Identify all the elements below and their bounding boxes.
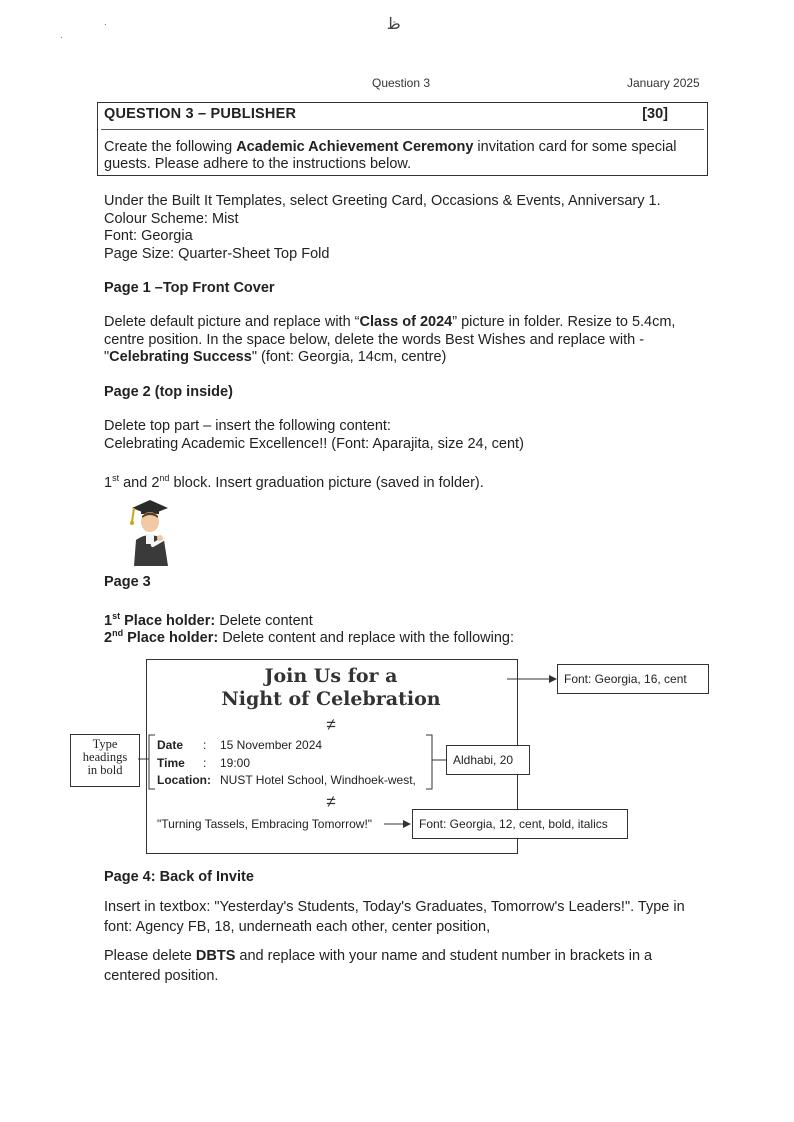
intro-bold-text: Academic Achievement Ceremony [236,139,474,155]
bold-text: Place holder: [120,612,216,629]
setup-line: Under the Built It Templates, select Greeting Card, Occasions & Events, Anniversary 1. [104,193,661,209]
text: Please delete [104,948,196,964]
text: 1 [104,474,113,491]
exam-date: January 2025 [627,76,700,90]
page4-instructions: Insert in textbox: "Yesterday's Students, Today's Graduates, Tomorrow's Leaders!". Type in font: Agency FB, 18, underneath each other, center position, [104,899,685,935]
handwritten-mark: ﻇ [388,16,401,33]
bold-text: DBTS [195,948,236,964]
text: and 2 [119,474,160,491]
text: and replace with your name and student number in brackets in a centered position. [104,948,653,984]
question-marks: [30] [642,106,668,122]
bold-text: 2 [104,629,113,646]
bold-text: Class of 2024 [359,314,453,330]
superscript: st [112,611,121,621]
location-label: Location: [157,773,211,787]
annotation-line: in bold [87,763,123,777]
text: block. Insert graduation picture (saved in folder). [169,474,484,491]
setup-line: Page Size: Quarter-Sheet Top Fold [104,245,330,262]
intro-text: invitation card for some special guests. Please adhere to the instructions below. [104,139,677,172]
bold-text: Place holder: [123,629,219,646]
page1-heading: Page 1 –Top Front Cover [104,280,275,296]
not-equal-symbol: ≠ [326,715,336,734]
not-equal-symbol: ≠ [326,792,336,811]
annotation-line: headings [82,750,128,764]
stray-dot: . [60,30,63,41]
date-label: Date [157,738,184,752]
date-value: 15 November 2024 [220,738,323,752]
colon: : [203,738,207,752]
setup-line: Colour Scheme: Mist [104,210,239,227]
superscript: st [112,473,120,483]
setup-line: Font: Georgia [104,228,193,244]
superscript: nd [112,628,124,638]
question-label: Question 3 [372,76,431,90]
text: Celebrating Academic Excellence!! (Font: Aparajita, size 24, cent) [104,435,524,452]
location-value: NUST Hotel School, Windhoek-west, [220,773,416,787]
annotation-title-font: Font: Georgia, 16, cent [557,664,709,694]
text: ” picture in folder. Resize to 5.4cm, centre position. In the space below, delete the words Best Wishes and replace with - " [104,314,676,365]
text: Delete top part – insert the following content: [104,418,391,434]
colon: : [203,756,207,770]
arrow-head [403,820,411,828]
page4-heading: Page 4: Back of Invite [104,869,254,885]
annotation-line: Type [92,737,118,751]
page2-heading: Page 2 (top inside) [104,384,233,400]
invite-quote: "Turning Tassels, Embracing Tomorrow!" [157,817,373,831]
left-bracket [149,735,155,789]
text: Delete content [215,612,313,629]
text: Delete content and replace with the following: [218,629,514,646]
annotation-quote-font: Font: Georgia, 12, cent, bold, italics [412,809,628,839]
stray-dot: . [104,17,107,28]
superscript: nd [159,473,170,483]
intro-text: Create the following [104,139,237,155]
right-bracket [426,735,432,789]
text: " (font: Georgia, 14cm, centre) [251,349,447,365]
annotation-info-font: Aldhabi, 20 [446,745,530,775]
invite-title-line1: Join Us for a [264,665,398,687]
arrow-head [549,675,557,683]
bold-text: 1 [104,612,113,629]
time-label: Time [157,756,185,770]
page3-heading: Page 3 [104,574,151,590]
bold-text: Celebrating Success [109,349,252,365]
page4-name-instruction [104,946,700,986]
text: Delete default picture and replace with “ [104,314,360,330]
time-value: 19:00 [220,756,251,770]
invite-title-line2: Night of Celebration [221,688,441,710]
question-title: QUESTION 3 – PUBLISHER [104,106,297,122]
